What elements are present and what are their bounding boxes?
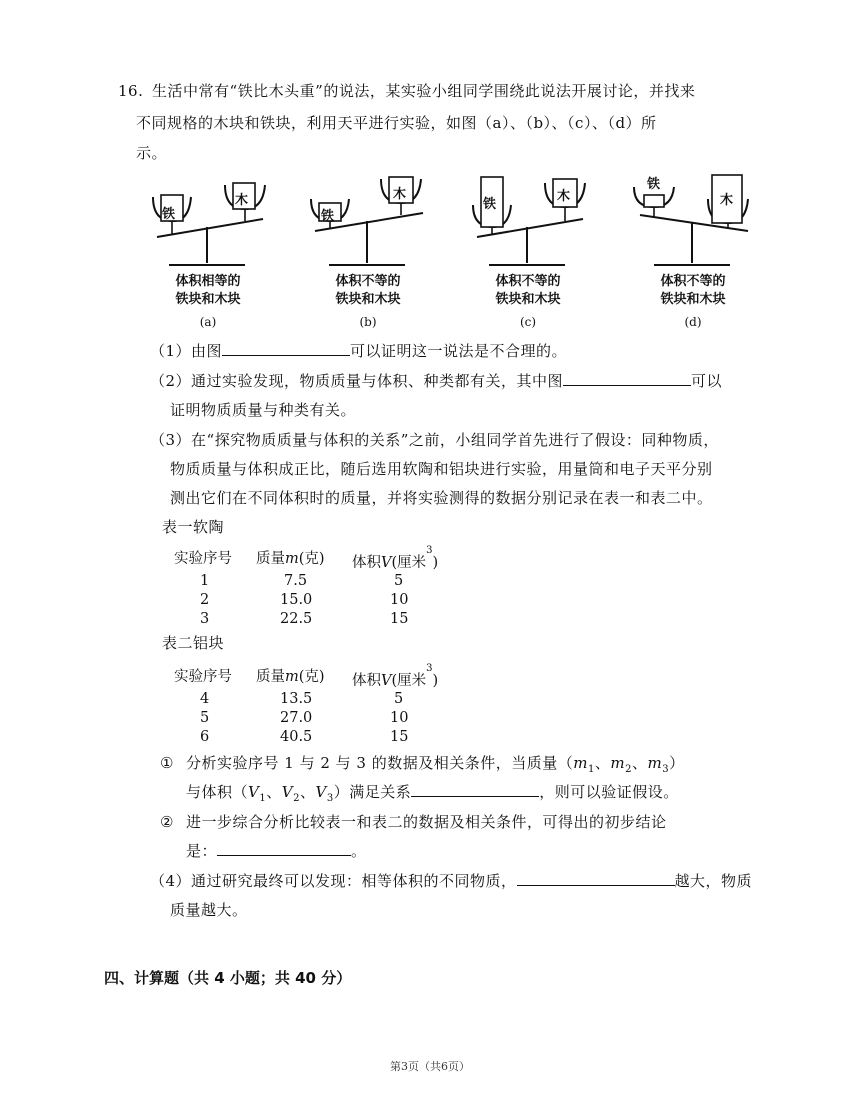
answer-blank-1[interactable] (222, 341, 350, 356)
part-2-prefix: （2）通过实验发现，物质质量与体积、种类都有关，其中图 (150, 372, 564, 390)
figure-d (630, 165, 760, 335)
part-4-line2: 质量越大。 (170, 901, 248, 919)
table1-cell: 5 (394, 573, 404, 589)
table1-cell: 10 (390, 592, 409, 608)
table1-header-mass: 质量m(克) (256, 551, 325, 567)
part-3-line2: 物质质量与体积成正比，随后选用软陶和铝块进行实验，用量筒和电子天平分别 (170, 460, 713, 478)
figure-label-line2: 铁块和木块 (335, 292, 401, 307)
question-number: 16. (118, 82, 144, 100)
part-1 (150, 340, 567, 362)
table1-cell: 1 (200, 573, 210, 589)
question-intro-line1: 生活中常有“铁比木头重”的说法，某实验小组同学围绕此说法开展讨论，并找来 (152, 82, 696, 100)
part-4-line1: （4）通过研究最终可以发现：相等体积的不同物质， 越大，物质 (150, 872, 753, 890)
table1-cell: 15.0 (280, 592, 313, 608)
sub-question-2-marker: ② (160, 813, 174, 831)
balance-c-icon (465, 165, 595, 275)
iron-block-label: 铁 (647, 177, 661, 192)
figure-label-line2: 铁块和木块 (660, 292, 726, 307)
iron-block-label: 铁 (483, 197, 497, 212)
answer-blank-2[interactable] (563, 371, 691, 386)
part-3-line3: 测出它们在不同体积时的质量，并将实验测得的数据分别记录在表一和表二中。 (170, 489, 713, 507)
answer-blank-5[interactable] (517, 871, 675, 886)
table2-cell: 13.5 (280, 691, 313, 707)
figure-letter: (d) (684, 315, 702, 329)
table2-cell: 27.0 (280, 710, 313, 726)
figure-label-line1: 体积相等的 (175, 274, 241, 289)
table1-cell: 3 (200, 611, 210, 627)
table2-cell: 5 (394, 691, 404, 707)
table1-title: 表一软陶 (162, 518, 225, 536)
table2-header-volume: 体积V(厘米$^3$) (352, 663, 439, 689)
sub-question-1-marker: ① (160, 754, 174, 772)
table2-title: 表二铝块 (162, 634, 225, 652)
wood-block-label: 木 (720, 193, 734, 208)
answer-blank-3[interactable] (411, 782, 539, 797)
sub-question-1-line1: 分析实验序号 1 与 2 与 3 的数据及相关条件，当质量（$m_1$、$m_2$、$m_3$） (186, 754, 685, 775)
sub-question-2-line2: 是： 。 (186, 842, 367, 860)
table1-header-volume: 体积V(厘米$^3$) (352, 545, 439, 571)
part-1-suffix: 可以证明这一说法是不合理的。 (350, 342, 568, 360)
table1-cell: 2 (200, 592, 210, 608)
iron-block-label: 铁 (162, 207, 176, 222)
table2-header-mass: 质量m(克) (256, 669, 325, 685)
sub-question-2-line1: 进一步综合分析比较表一和表二的数据及相关条件，可得出的初步结论 (186, 813, 667, 831)
question-intro-line2: 不同规格的木块和铁块，利用天平进行实验，如图（a）、（b）、（c）、（d）所 (136, 114, 657, 132)
sub-question-1-line2: 与体积（$V_1$、$V_2$、$V_3$）满足关系 ，则可以验证假设。 (186, 783, 679, 804)
question-intro-line3: 示。 (136, 144, 168, 162)
section-title: 四、计算题（共 4 小题；共 40 分） (104, 969, 352, 987)
figure-letter: (a) (199, 315, 217, 329)
part-2-suffix: 可以 (691, 372, 723, 390)
table1-cell: 22.5 (280, 611, 313, 627)
table1-cell: 7.5 (284, 573, 308, 589)
figure-label-line2: 铁块和木块 (495, 292, 561, 307)
table2-header-index: 实验序号 (174, 669, 232, 685)
figure-c (465, 165, 595, 335)
wood-block-label: 木 (393, 187, 407, 202)
answer-blank-4[interactable] (217, 841, 351, 856)
part-2-line2: 证明物质质量与种类有关。 (170, 401, 357, 419)
wood-block-label: 木 (557, 189, 571, 204)
figure-letter: (c) (519, 315, 537, 329)
figure-a (145, 165, 275, 335)
figure-label-line1: 体积不等的 (495, 274, 561, 289)
figure-label-line1: 体积不等的 (660, 274, 726, 289)
table2-cell: 15 (390, 729, 409, 745)
table2-cell: 10 (390, 710, 409, 726)
part-2-line1 (150, 370, 722, 392)
part-1-prefix: （1）由图 (150, 342, 223, 360)
page-footer: 第3页（共6页） (390, 1060, 470, 1073)
table1-cell: 15 (390, 611, 409, 627)
figure-label-line2: 铁块和木块 (175, 292, 241, 307)
part-3-line1: （3）在“探究物质质量与体积的关系”之前，小组同学首先进行了假设：同种物质， (150, 431, 719, 449)
figure-label-line1: 体积不等的 (335, 274, 401, 289)
table2-cell: 40.5 (280, 729, 313, 745)
figure-letter: (b) (359, 315, 377, 329)
table1-header-index: 实验序号 (174, 551, 232, 567)
iron-block-label: 铁 (321, 209, 335, 224)
table2-cell: 4 (200, 691, 210, 707)
figure-b (305, 165, 435, 335)
table2-cell: 5 (200, 710, 210, 726)
wood-block-label: 木 (235, 193, 249, 208)
table2-cell: 6 (200, 729, 210, 745)
